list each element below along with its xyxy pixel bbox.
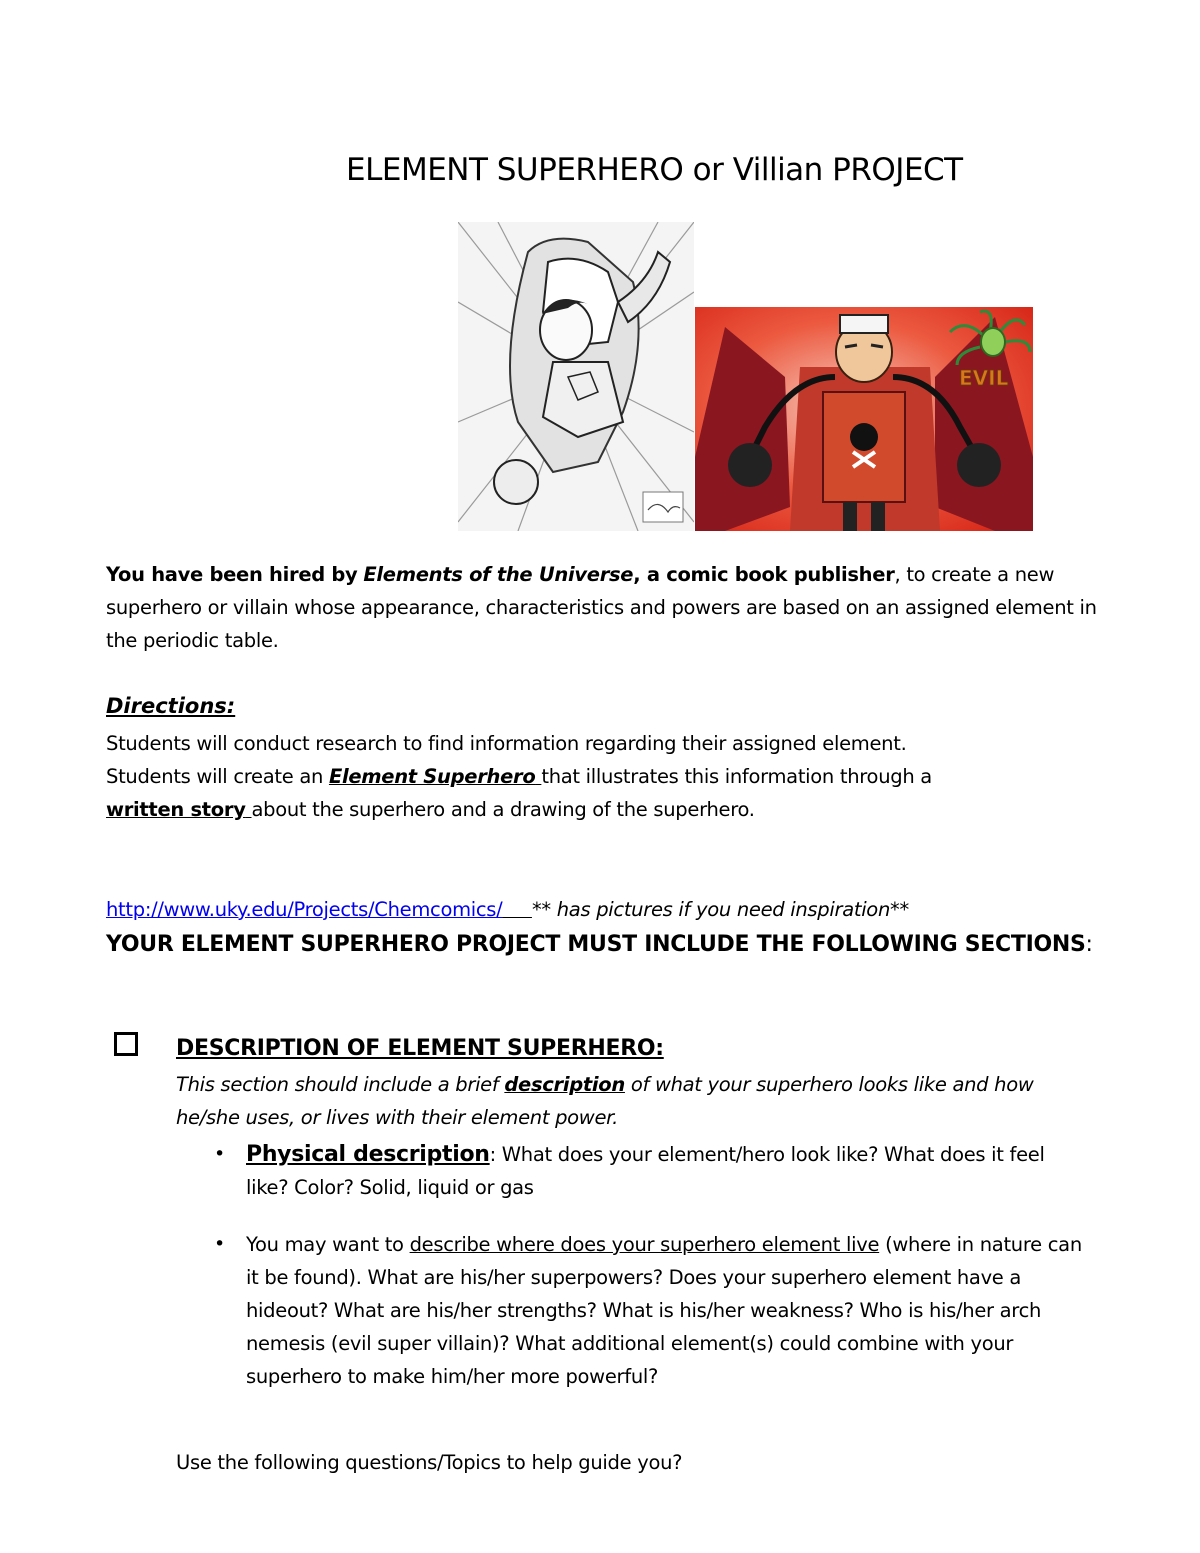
- evil-label: EVIL: [959, 366, 1009, 390]
- directions-text: [106, 727, 1116, 826]
- directions-line-3b: about the superhero and a drawing of the superhero.: [251, 798, 755, 821]
- section-heading: DESCRIPTION OF ELEMENT SUPERHERO:: [176, 1036, 664, 1061]
- physical-description-term: Physical description: [246, 1142, 490, 1167]
- location-pre: You may want to: [246, 1233, 404, 1256]
- section-desc-c: of what your superhero looks like and how he/she uses, or lives with their element power.: [176, 1073, 1034, 1129]
- physical-description-text: : What does your element/hero look like? What does it feel like? Color? Solid, liquid or gas: [246, 1143, 1045, 1199]
- bullet-physical: [246, 1138, 1086, 1204]
- directions-line-3: [106, 793, 1116, 826]
- directions-line-1: Students will conduct research to find information regarding their assigned element.: [106, 732, 907, 755]
- intro-publisher-name: Elements of the Universe: [363, 563, 634, 586]
- must-include-text: YOUR ELEMENT SUPERHERO PROJECT MUST INCLUDE THE FOLLOWING SECTIONS: [106, 932, 1086, 957]
- intro-paragraph: [106, 558, 1116, 657]
- directions-line-2: [106, 760, 1116, 793]
- intro-hired: You have been hired by: [106, 563, 358, 586]
- must-include-heading: [106, 926, 1116, 964]
- section-desc-term: description: [504, 1073, 625, 1096]
- directions-line-2c: that illustrates this information through a: [541, 765, 932, 788]
- link-line: [106, 893, 1116, 926]
- intro-publisher-desc: , a comic book publisher: [633, 563, 895, 586]
- superhero-image: [458, 222, 694, 531]
- location-underlined: describe where does your superhero element live: [409, 1233, 880, 1256]
- directions-line-2a: Students will create an: [106, 765, 324, 788]
- villain-image: [695, 307, 1033, 531]
- section-desc-a: This section should include a brief: [176, 1073, 499, 1096]
- written-story-term: written story: [106, 798, 246, 821]
- must-include-colon: :: [1085, 932, 1093, 957]
- bullet-location: [246, 1228, 1086, 1393]
- bullet-dot-icon: •: [214, 1143, 226, 1165]
- section-checkbox[interactable]: [114, 1032, 138, 1056]
- link-note: ** has pictures if you need inspiration**: [531, 898, 909, 921]
- location-text: (where in nature can it be found). What are his/her superpowers? Does your superhero element have a hideout? What are his/her strengths? What is his/her weakness? Who is his/her arch nemesis (evil super villain)? What additional element(s) could combine with your superhero to make him/her more powerful?: [246, 1233, 1082, 1388]
- intro-rest: , to create a new superhero or villain whose appearance, characteristics and powers are based on an assigned element in the periodic table.: [106, 563, 1097, 652]
- chemcomics-link[interactable]: http://www.uky.edu/Projects/Chemcomics/: [106, 898, 503, 921]
- page-title: ELEMENT SUPERHERO or Villian PROJECT: [346, 152, 963, 188]
- guide-text: Use the following questions/Topics to help guide you?: [176, 1451, 683, 1474]
- bullet-dot-icon: •: [214, 1233, 226, 1255]
- element-superhero-term: Element Superhero: [328, 765, 536, 788]
- directions-heading: Directions:: [106, 694, 236, 718]
- section-description: [176, 1068, 1076, 1134]
